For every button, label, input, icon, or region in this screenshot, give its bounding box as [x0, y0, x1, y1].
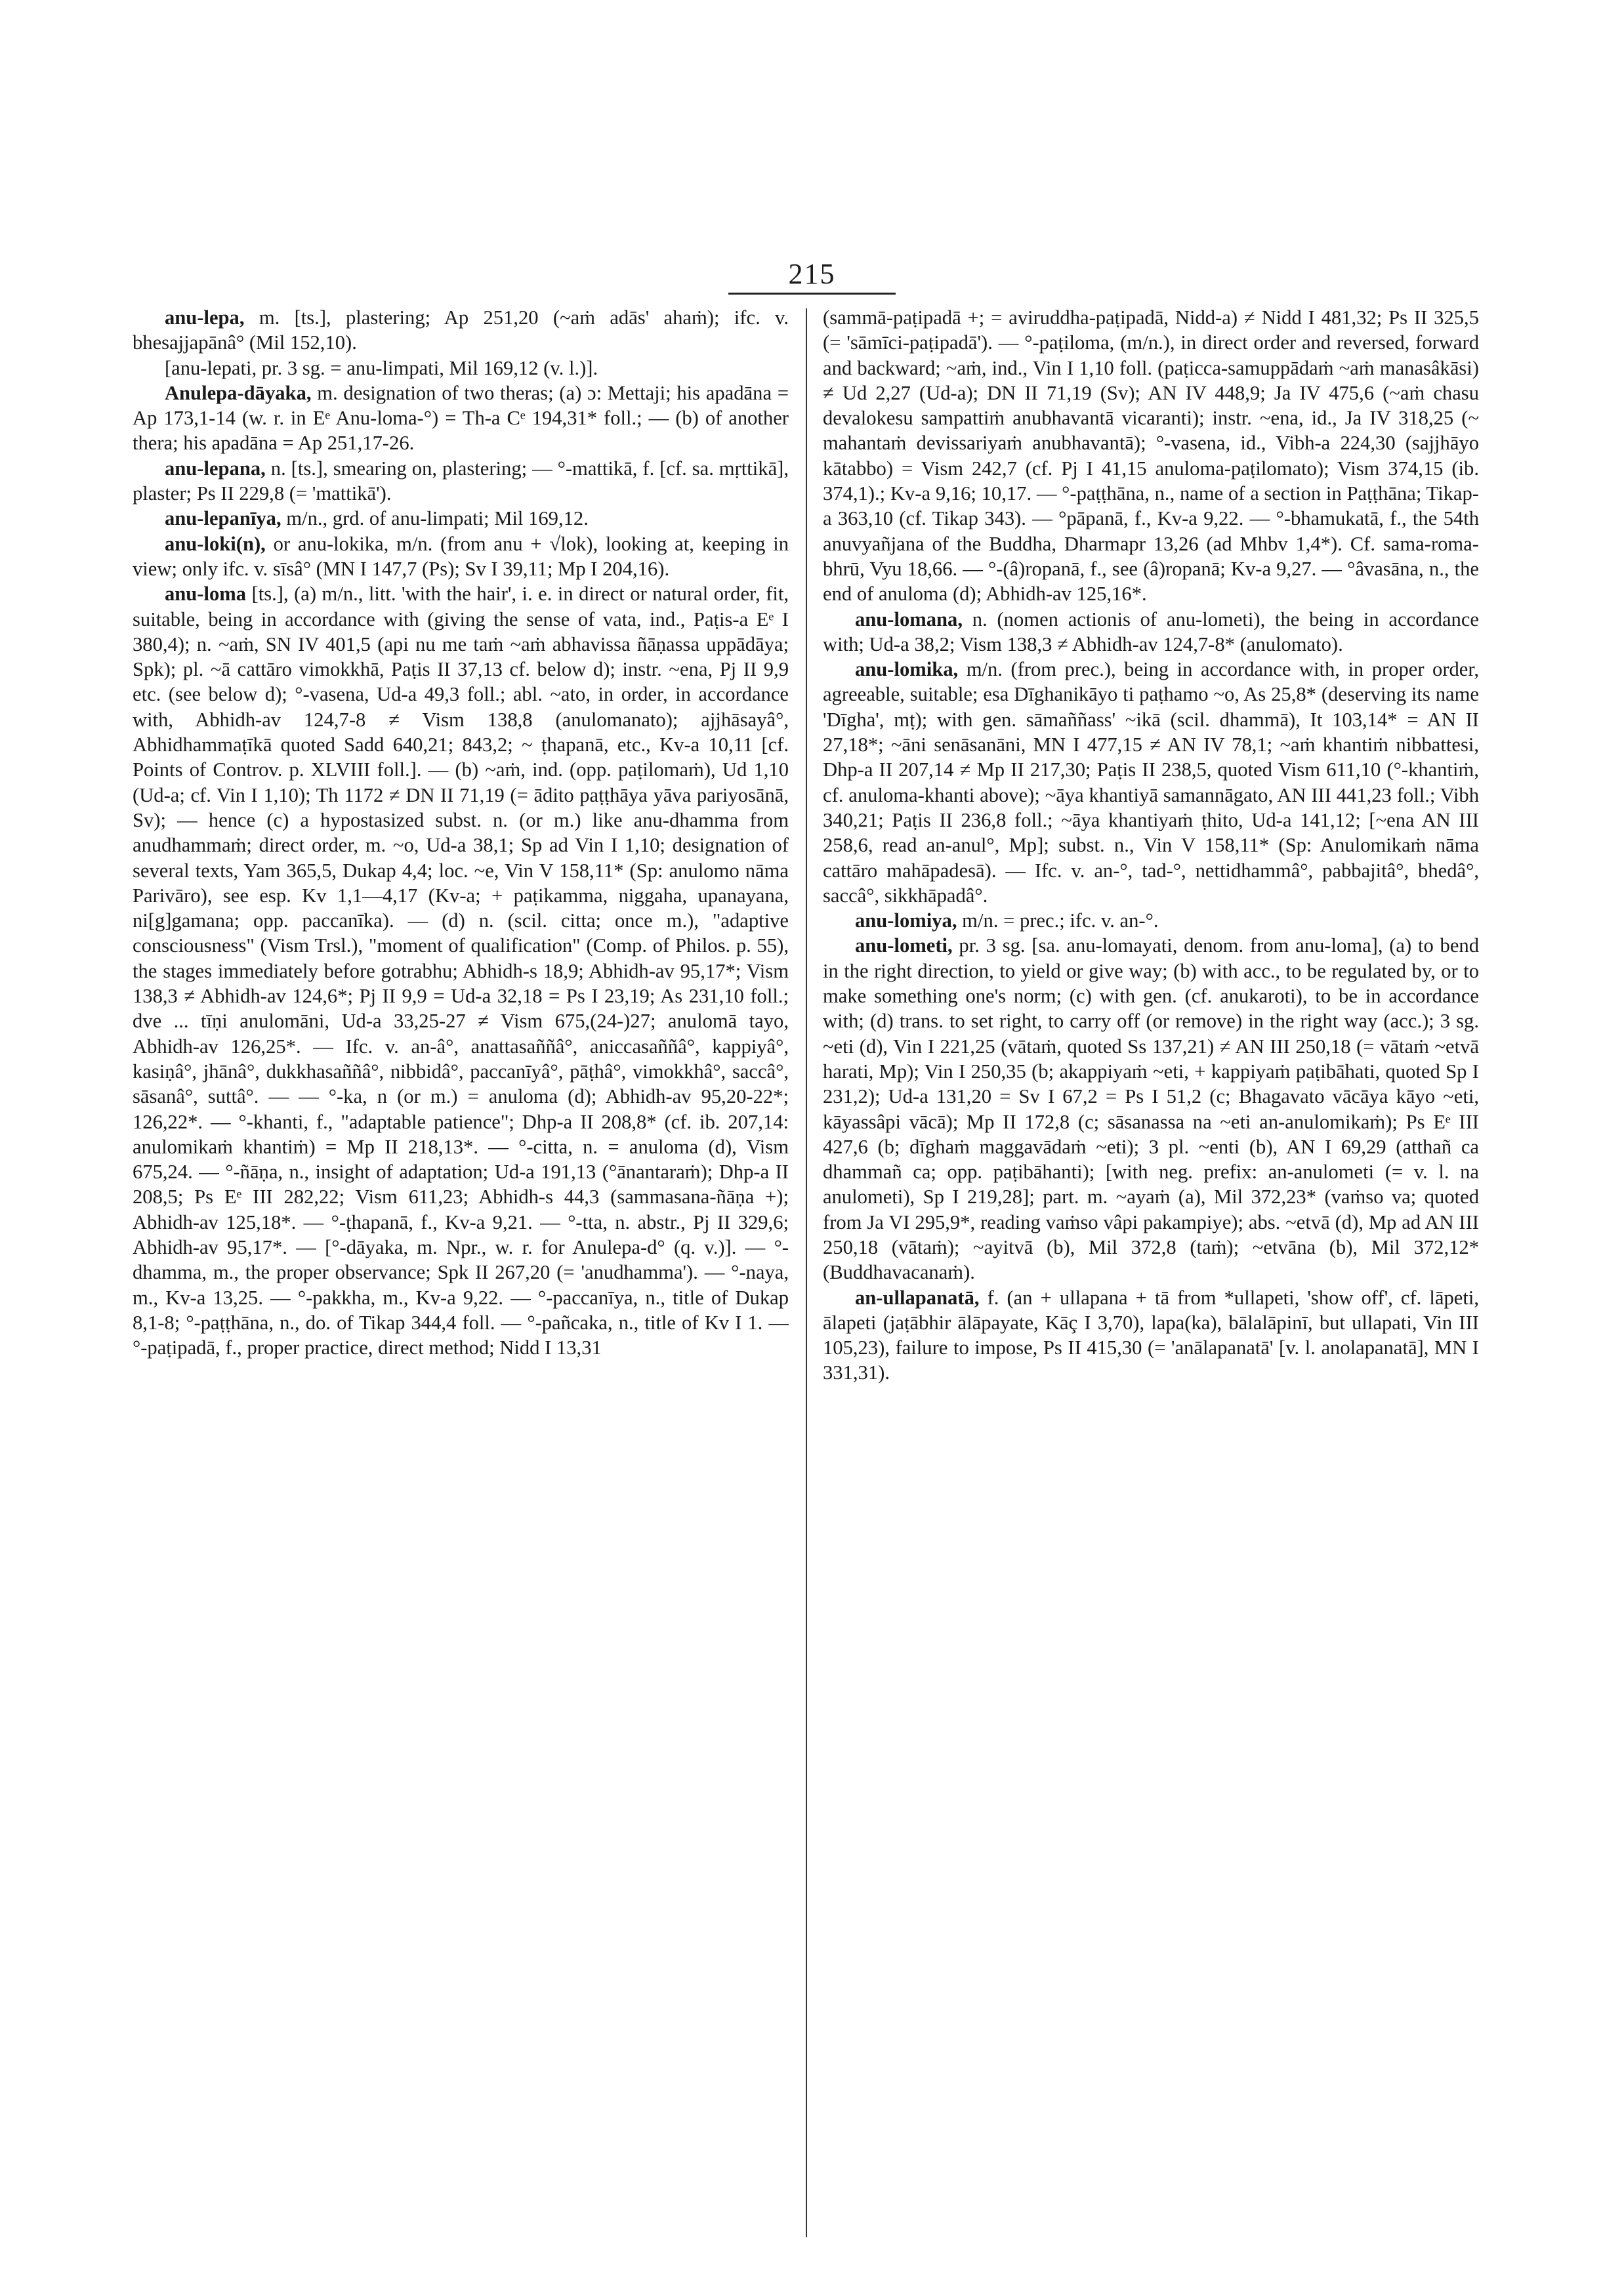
entry-body: n. (nomen actionis of anu-lometi), the being in accordance with; Ud-a 38,2; Vism 138,3 ≠ Abhidh-av 124,7-8* (anulomato). — [823, 608, 1479, 655]
entry-body: m/n. (from prec.), being in accordance with, in proper order, agreeable, suitable; esa Dīghanikāyo ti paṭhamo ~o, As 25,8* (deserving its name 'Dīgha', mṭ); with gen. sāmaññass' ~ikā (scil. dhammā), It 103,14* = AN II 27,18*; ~āni senāsanāni, MN I 477,15 ≠ AN IV 78,1; ~aṁ khantiṁ nibbattesi, Dhp-a II 207,14 ≠ Mp II 217,30; Paṭis II 238,5, quoted Vism 611,10 (°-khantiṁ, cf. anuloma-khanti above); ~āya khantiyā samannāgato, AN III 441,23 foll.; Vibh 340,21; Paṭis II 236,8 foll.; ~āya khantiyaṁ ṭhito, Ud-a 141,12; [~ena AN III 258,6, read an-anul°, Mp]; subst. n., Vin V 158,11* (Sp: Anulomikaṁ nāma cattāro mahāpadesā). — Ifc. v. an-°, tad-°, nettidhammâ°, pabbajitâ°, bhedâ°, saccâ°, sikkhāpadâ°. — [823, 658, 1479, 907]
dictionary-entry — [823, 607, 1479, 657]
dictionary-entry — [823, 1285, 1479, 1386]
dictionary-entry — [133, 305, 789, 356]
header-rule — [728, 293, 896, 295]
left-column — [133, 305, 789, 1360]
entry-headword: an-ullapanatā, — [854, 1286, 980, 1309]
entry-body: n. [ts.], smearing on, plastering; — °-mattikā, f. [cf. sa. mṛttikā], plaster; Ps II 229,8 (= 'mattikā'). — [133, 457, 789, 505]
entry-body: [anu-lepati, pr. 3 sg. = anu-limpati, Mil 169,12 (v. l.)]. — [164, 356, 598, 379]
dictionary-entry — [823, 908, 1479, 933]
page-number: 215 — [788, 258, 836, 290]
entry-headword: anu-lomana, — [854, 608, 963, 631]
dictionary-entry — [133, 456, 789, 507]
dictionary-entry — [133, 531, 789, 582]
dictionary-entry — [133, 381, 789, 456]
entry-headword: anu-loma — [164, 583, 247, 606]
entry-body: f. (an + ullapana + tā from *ullapeti, 'show off', cf. lāpeti, ālapeti (jaṭābhir ālāpayate, Kāç I 3,70), lapa(ka), bālalāpinī, but ullapati, Vin III 105,23), failure to impose, Ps II 415,30 (= 'anālapanatā' [v. l. anolapanatā], MN I 331,31). — [823, 1286, 1479, 1384]
entry-body: m. [ts.], plastering; Ap 251,20 (~aṁ adās' ahaṁ); ifc. v. bhesajjapānâ° (Mil 152,10). — [133, 306, 789, 354]
dictionary-entry — [823, 657, 1479, 908]
column-divider — [806, 308, 807, 2237]
dictionary-entry — [133, 356, 789, 381]
entry-body: m/n., grd. of anu-limpati; Mil 169,12. — [281, 507, 589, 530]
entry-headword: anu-lometi, — [854, 934, 953, 957]
dictionary-entry — [133, 581, 789, 1360]
entry-body: or anu-lokika, m/n. (from anu + √lok), looking at, keeping in view; only ifc. v. sīsâ° (MN I 147,7 (Ps); Sv I 39,11; Mp I 204,16). — [133, 532, 789, 580]
entry-headword: Anulepa-dāyaka, — [164, 381, 312, 404]
entry-headword: anu-lepana, — [164, 457, 266, 480]
right-column — [823, 305, 1479, 1386]
dictionary-entry — [823, 933, 1479, 1285]
dictionary-entry — [823, 305, 1479, 607]
entry-body: pr. 3 sg. [sa. anu-lomayati, denom. from anu-loma], (a) to bend in the right direction, to yield or give way; (b) with acc., to be regulated by, or to make something one's norm; (c) with gen. (cf. anukaroti), to be in accordance with; (d) trans. to set right, to carry off (or remove) in the right way (acc.); 3 sg. ~eti (d), Vin I 221,25 (vātaṁ, quoted Ss 137,21) ≠ AN III 250,18 (= vātaṁ ~etvā harati, Mp); Vin I 250,35 (b; akappiyaṁ ~eti, + kappiyaṁ paṭibāhati, quoted Sp I 231,2); Ud-a 131,20 = Sv I 67,2 = Ps I 51,2 (c; Bhagavato vācāya kāyo ~eti, kāyassâpi vācā); Mp II 172,8 (c; sāsanassa na ~eti an-anulomikaṁ); Ps Eᵉ III 427,6 (b; dīghaṁ maggavādaṁ ~eti); 3 pl. ~enti (b), AN I 69,29 (atthañ ca dhammañ ca; opp. paṭibāhanti); [with neg. prefix: an-anulometi (= v. l. na anulometi), Sp I 219,28]; part. m. ~ayaṁ (a), Mil 372,23* (vaṁso va; quoted from Ja VI 295,9*, reading vaṁso vâpi pakampiye); abs. ~etvā (d), Mp ad AN III 250,18 (vātaṁ); ~ayitvā (b), Mil 372,8 (taṁ); ~etvāna (b), Mil 372,12* (Buddhavacanaṁ). — [823, 934, 1479, 1284]
entry-headword: anu-lepanīya, — [164, 507, 281, 530]
entry-headword: anu-lomika, — [854, 658, 959, 681]
entry-body: [ts.], (a) m/n., litt. 'with the hair', i. e. in direct or natural order, fit, suitable, being in accordance with (giving the sense of vata, ind., Paṭis-a Eᵉ I 380,4); n. ~aṁ, SN IV 401,5 (api nu me taṁ ~aṁ abhavissa ñāṇassa uppādāya; Spk); pl. ~ā cattāro vimokkhā, Paṭis II 37,13 cf. below d); instr. ~ena, Pj II 9,9 etc. (see below d); °-vasena, Ud-a 49,3 foll.; abl. ~ato, in order, in accordance with, Abhidh-av 124,7-8 ≠ Vism 138,8 (anulomanato); ajjhāsayâ°, Abhidhammaṭīkā quoted Sadd 640,21; 843,2; ~ ṭhapanā, etc., Kv-a 10,11 [cf. Points of Controv. p. XLVIII foll.]. — (b) ~aṁ, ind. (opp. paṭilomaṁ), Ud 1,10 (Ud-a; cf. Vin I 1,10); Th 1172 ≠ DN II 71,19 (= ādito paṭṭhāya yāva pariyosānā, Sv); — hence (c) a hypostasized subst. n. (or m.) like anu-dhamma from anudhammaṁ; direct order, m. ~o, Ud-a 38,1; Sp ad Vin I 1,10; designation of several texts, Yam 365,5, Dukap 4,4; loc. ~e, Vin V 158,11* (Sp: anulomo nāma Parivāro), see esp. Kv 1,1—4,17 (Kv-a; + paṭikamma, niggaha, upanayana, ni[g]gamana; opp. paccanīka). — (d) n. (scil. citta; once m.), "adaptive consciousness" (Vism Trsl.), "moment of qualification" (Comp. of Philos. p. 55), the stages immediately before gotrabhu; Abhidh-s 18,9; Abhidh-av 95,17*; Vism 138,3 ≠ Abhidh-av 124,6*; Pj II 9,9 = Ud-a 32,18 = Ps I 23,19; As 231,10 foll.; dve ... tīṇi anulomāni, Ud-a 33,25-27 ≠ Vism 675,(24-)27; anulomā tayo, Abhidh-av 126,25*. — Ifc. v. an-â°, anattasaññâ°, aniccasaññâ°, kappiyâ°, kasiṇâ°, jhānâ°, dukkhasaññâ°, nibbidâ°, paccanīyâ°, pāṭhâ°, vimokkhâ°, saccâ°, sāsanâ°, suttâ°. — — °-ka, n (or m.) = anuloma (d); Abhidh-av 95,20-22*; 126,22*. — °-khanti, f., "adaptable patience"; Dhp-a II 208,8* (cf. ib. 207,14: anulomikaṁ khantiṁ) = Mp II 218,13*. — °-citta, n. = anuloma (d), Vism 675,24. — °-ñāṇa, n., insight of adaptation; Ud-a 191,13 (°ānantaraṁ); Dhp-a II 208,5; Ps Eᵉ III 282,22; Vism 611,23; Abhidh-s 44,3 (sammasana-ñāṇa +); Abhidh-av 125,18*. — °-ṭhapanā, f., Kv-a 9,21. — °-tta, n. abstr., Pj II 329,6; Abhidh-av 95,17*. — [°-dāyaka, m. Npr., w. r. for Anulepa-d° (q. v.)]. — °-dhamma, m., the proper observance; Spk II 267,20 (= 'anudhamma'). — °-naya, m., Kv-a 13,25. — °-pakkha, m., Kv-a 9,22. — °-paccanīya, n., title of Dukap 8,1-8; °-paṭṭhāna, n., do. of Tikap 344,4 foll. — °-pañcaka, n., title of Kv I 1. — °-paṭipadā, f., proper practice, direct method; Nidd I 13,31 — [133, 583, 789, 1359]
entry-headword: anu-lepa, — [164, 306, 245, 329]
dictionary-entry — [133, 506, 789, 531]
entry-headword: anu-loki(n), — [164, 532, 266, 555]
entry-body: (sammā-paṭipadā +; = aviruddha-paṭipadā, Nidd-a) ≠ Nidd I 481,32; Ps II 325,5 (= 'sāmīci-paṭipadā'). — °-paṭiloma, (m/n.), in direct order and reversed, forward and backward; ~aṁ, ind., Vin I 1,10 foll. (paṭicca-samuppādaṁ ~aṁ manasâkāsi) ≠ Ud 2,27 (Ud-a); DN II 71,19 (Sv); AN IV 448,9; Ja IV 475,6 (~aṁ chasu devalokesu sampattiṁ anubhavantā vicaranti); instr. ~ena, id., Ja IV 318,25 (~ mahantaṁ devissariyaṁ anubhavantā); °-vasena, id., Vibh-a 224,30 (sajjhāyo kātabbo) = Vism 242,7 (cf. Pj I 41,15 anuloma-paṭilomato); Vism 374,15 (ib. 374,1).; Kv-a 9,16; 10,17. — °-paṭṭhāna, n., name of a section in Paṭṭhāna; Tikap-a 363,10 (cf. Tikap 343). — °pāpanā, f., Kv-a 9,22. — °-bhamukatā, f., the 54th anuvyañjana of the Buddha, Dharmapr 13,26 (ad Mhbv 1,4*). Cf. sama-roma-bhrū, Vyu 18,66. — °-(â)ropanā, f., see (â)ropanā; Kv-a 9,27. — °âvasāna, n., the end of anuloma (d); Abhidh-av 125,16*. — [823, 306, 1479, 606]
entry-body: m/n. = prec.; ifc. v. an-°. — [957, 909, 1159, 932]
entry-body: m. designation of two theras; (a) ɔ: Mettaji; his apadāna = Ap 173,1-14 (w. r. in Eᵉ Anu-loma-°) = Th-a Cᵉ 194,31* foll.; — (b) of another thera; his apadāna = Ap 251,17-26. — [133, 381, 789, 455]
entry-headword: anu-lomiya, — [854, 909, 957, 932]
